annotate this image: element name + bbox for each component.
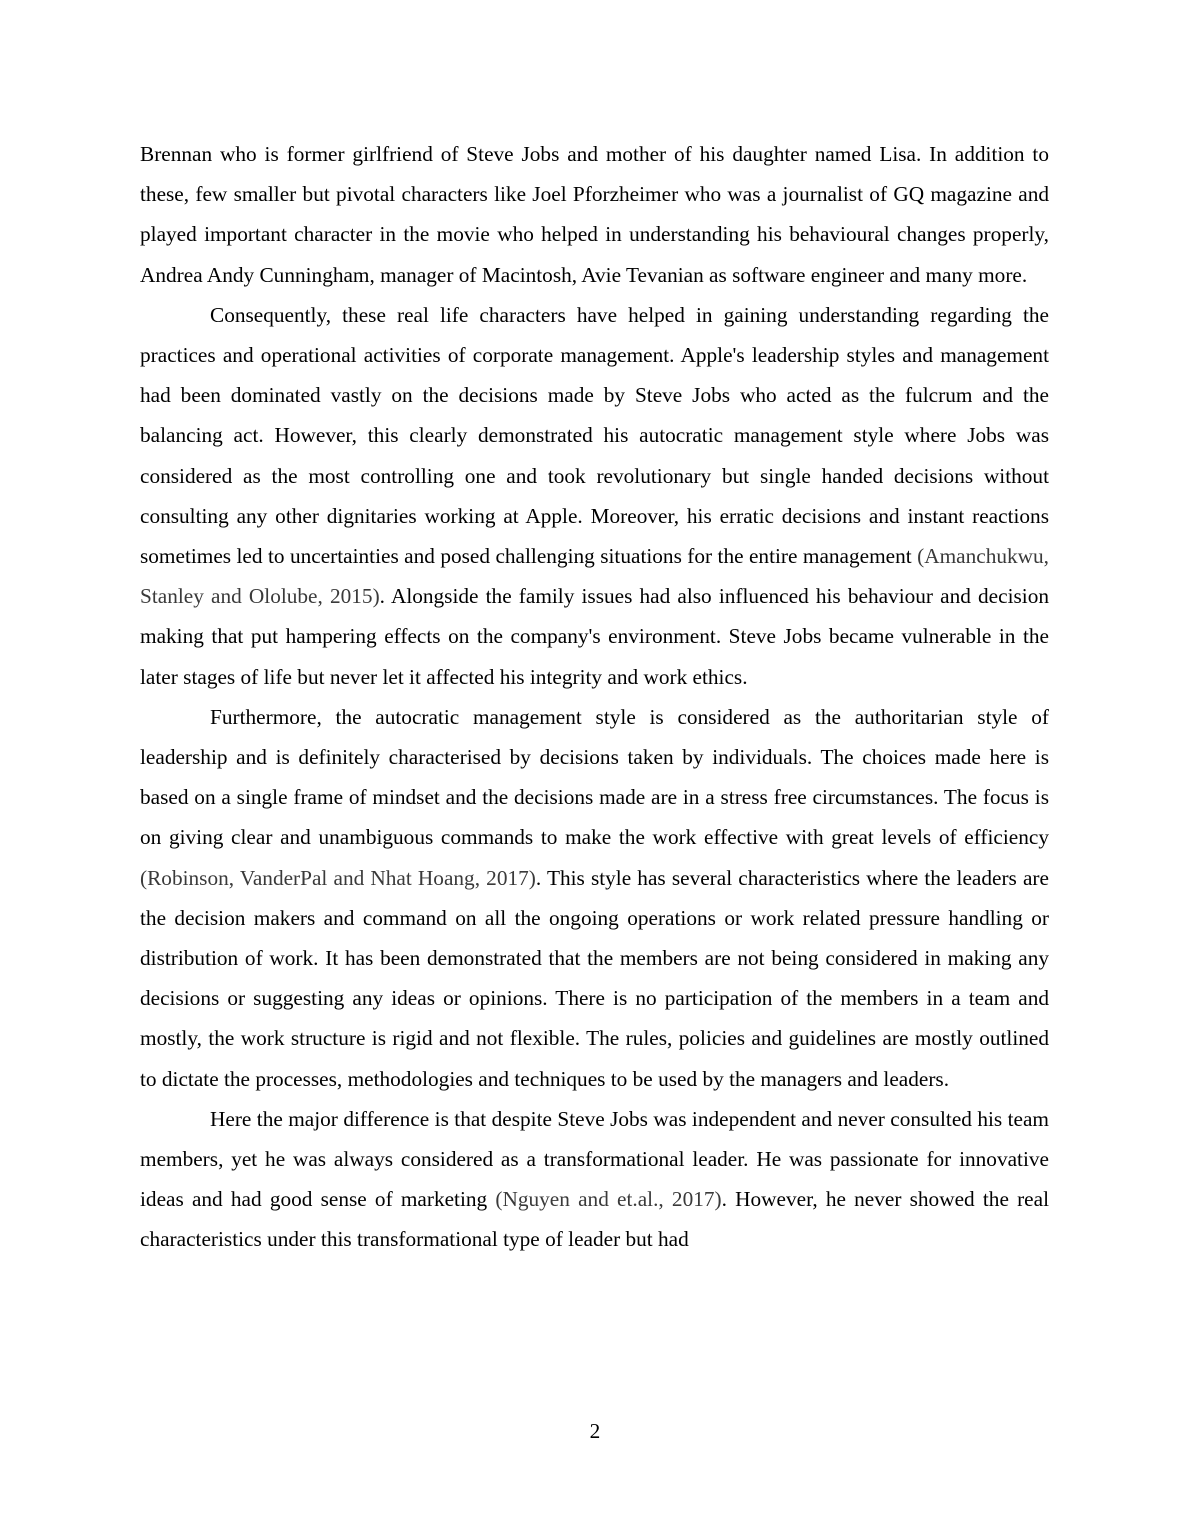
document-body (140, 134, 1049, 1260)
paragraph-2-text-a: Consequently, these real life characters have helped in gaining understanding regarding the practices and operational activities of corporate management. Apple's leadership styles and management had been dominated vastly on the decisions made by Steve Jobs who acted as the fulcrum and the balancing act. However, this clearly demonstrated his autocratic management style where Jobs was considered as the most controlling one and took revolutionary but single handed decisions without consulting any other dignitaries working at Apple. Moreover, his erratic decisions and instant reactions sometimes led to uncertainties and posed challenging situations for the entire management (140, 302, 1049, 569)
page-number: 2 (589, 1419, 601, 1443)
paragraph-3-text-b: . This style has several characteristics where the leaders are the decision makers and command on all the ongoing operations or work related pressure handling or distribution of work. It has been demonstrated that the members are not being considered in making any decisions or suggesting any ideas or opinions. There is no participation of the members in a team and mostly, the work structure is rigid and not flexible. The rules, policies and guidelines are mostly outlined to dictate the processes, methodologies and techniques to be used by the managers and leaders. (140, 865, 1049, 1091)
paragraph-2-text-b: . Alongside the family issues had also influenced his behaviour and decision making that put hampering effects on the company's environment. Steve Jobs became vulnerable in the later stages of life but never let it affected his integrity and work ethics. (140, 584, 1049, 689)
citation-nguyen-2017: (Nguyen and et.al., 2017) (495, 1187, 722, 1212)
paragraph-1-text: Brennan who is former girlfriend of Steve Jobs and mother of his daughter named Lisa. In addition to these, few smaller but pivotal characters like Joel Pforzheimer who was a journalist of GQ magazine and played important character in the movie who helped in understanding his behavioural changes properly, Andrea Andy Cunningham, manager of Macintosh, Avie Tevanian as software engineer and many more. (140, 142, 1049, 287)
paragraph-4 (140, 1099, 1049, 1260)
citation-robinson-2017: (Robinson, VanderPal and Nhat Hoang, 2017) (140, 865, 536, 890)
paragraph-2 (140, 295, 1049, 697)
citation-amanchukwu-2015: (Amanchukwu, Stanley and Ololube, 2015) (140, 544, 1049, 609)
paragraph-1 (140, 134, 1049, 295)
paragraph-4-text-b: . However, he never showed the real characteristics under this transformational type of leader but had (140, 1187, 1049, 1252)
paragraph-3-text-a: Furthermore, the autocratic management style is considered as the authoritarian style of leadership and is definitely characterised by decisions taken by individuals. The choices made here is based on a single frame of mindset and the decisions made are in a stress free circumstances. The focus is on giving clear and unambiguous commands to make the work effective with great levels of efficiency (140, 704, 1049, 850)
paragraph-3 (140, 697, 1049, 1099)
paragraph-4-text-a: Here the major difference is that despite Steve Jobs was independent and never consulted his team members, yet he was always considered as a transformational leader. He was passionate for innovative ideas and had good sense of marketing (140, 1106, 1049, 1212)
